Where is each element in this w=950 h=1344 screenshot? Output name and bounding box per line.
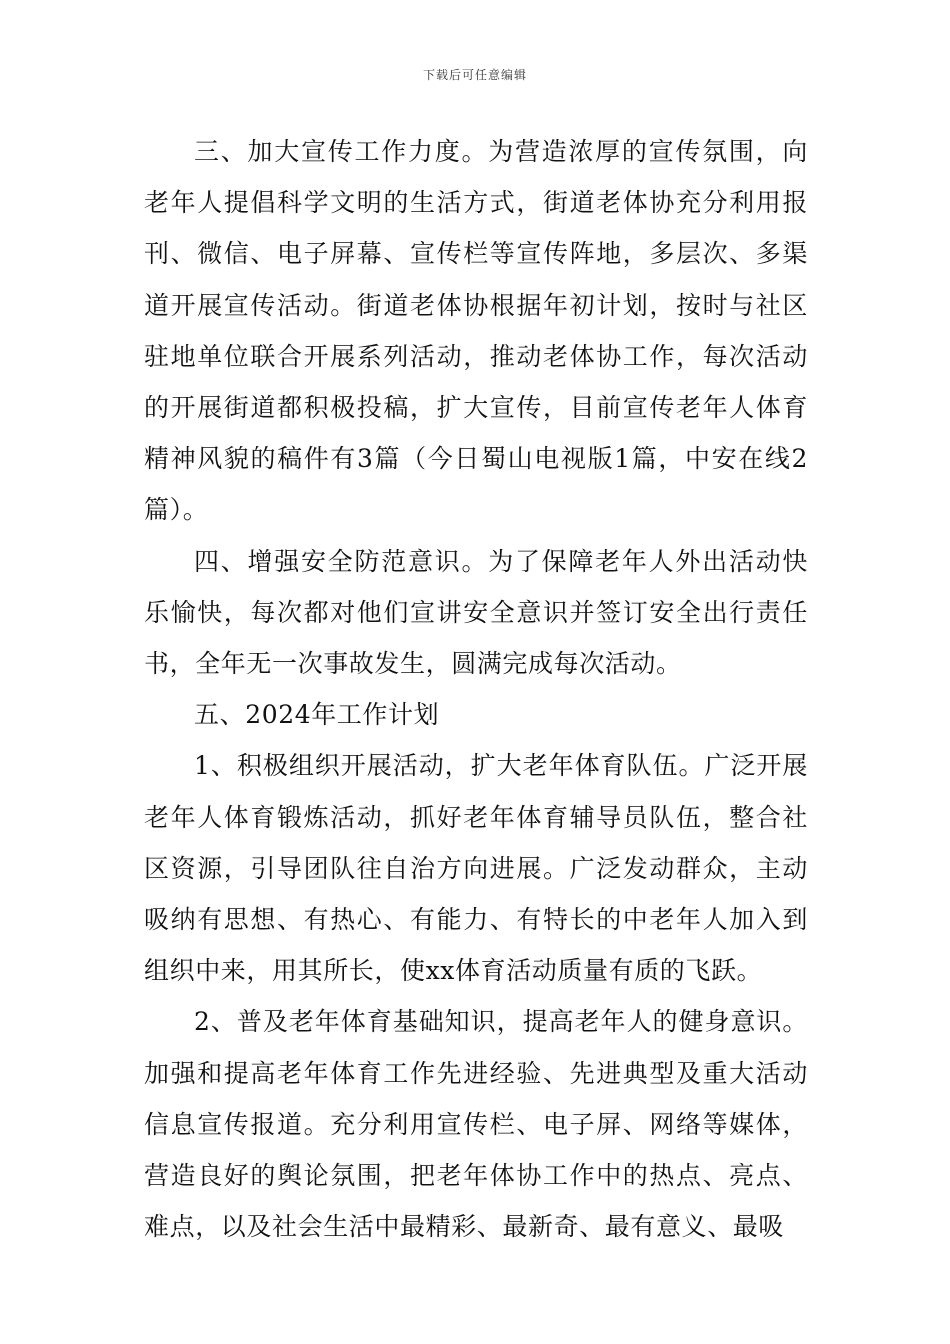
paragraph-publicity: 三、加大宣传工作力度。为营造浓厚的宣传氛围，向老年人提倡科学文明的生活方式，街道老体协充分利用报刊、微信、电子屏幕、宣传栏等宣传阵地，多层次、多渠道开展宣传活动。街道老体协根据年初计划，按时与社区驻地单位联合开展系列活动，推动老体协工作，每次活动的开展街道都积极投稿，扩大宣传，目前宣传老年人体育精神风貌的稿件有3篇（今日蜀山电视版1篇，中安在线2篇）。	[144, 137, 808, 525]
paragraph-plan-heading: 五、2024年工作计划	[194, 700, 440, 730]
document-body	[144, 126, 808, 1252]
paragraph-plan-item-1: 1、积极组织开展活动，扩大老年体育队伍。广泛开展老年人体育锻炼活动，抓好老年体育辅导员队伍，整合社区资源，引导团队往自治方向进展。广泛发动群众，主动吸纳有思想、有热心、有能力、有特长的中老年人加入到组织中来，用其所长，使xx体育活动质量有质的飞跃。	[144, 751, 808, 986]
paragraph-safety: 四、增强安全防范意识。为了保障老年人外出活动快乐愉快，每次都对他们宣讲安全意识并签订安全出行责任书，全年无一次事故发生，圆满完成每次活动。	[144, 546, 808, 679]
page-header-note: 下载后可任意编辑	[422, 68, 527, 82]
paragraph-plan-item-2: 2、普及老年体育基础知识，提高老年人的健身意识。加强和提高老年体育工作先进经验、先进典型及重大活动信息宣传报道。充分利用宣传栏、电子屏、网络等媒体，营造良好的舆论氛围，把老年体协工作中的热点、亮点、难点，以及社会生活中最精彩、最新奇、最有意义、最吸	[144, 1007, 808, 1242]
